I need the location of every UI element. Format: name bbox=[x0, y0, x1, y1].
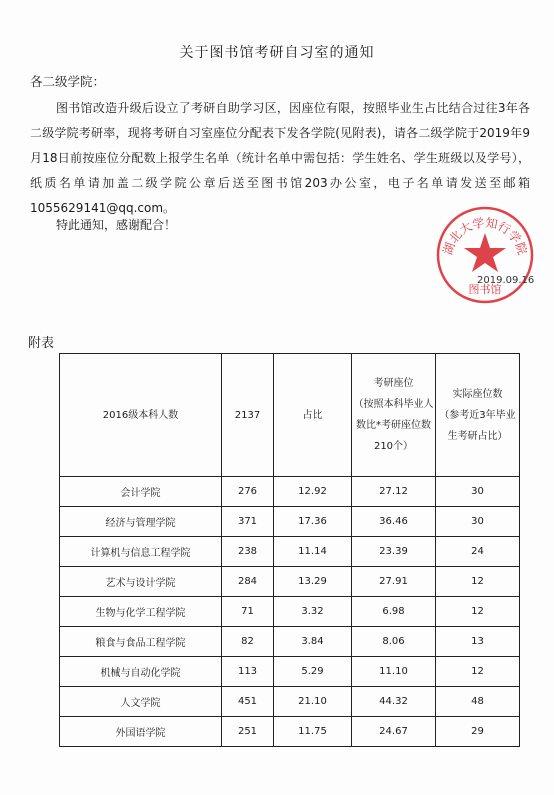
header-exam-seats: 考研座位 （按照本科毕业人数比*考研座位数210个） bbox=[352, 354, 436, 477]
table-row bbox=[60, 687, 520, 717]
exam-seats-cell: 36.46 bbox=[352, 507, 436, 537]
ratio-cell: 21.10 bbox=[274, 687, 352, 717]
exam-seats-cell: 27.12 bbox=[352, 477, 436, 507]
svg-text:图书馆: 图书馆 bbox=[468, 283, 502, 296]
header-total-count: 2137 bbox=[222, 354, 274, 477]
exam-seats-cell: 11.10 bbox=[352, 657, 436, 687]
student-count-cell: 82 bbox=[222, 627, 274, 657]
table-row bbox=[60, 627, 520, 657]
appendix-label: 附表 bbox=[28, 336, 55, 351]
header-actual-seats: 实际座位数 （参考近3年毕业生考研占比） bbox=[436, 354, 520, 477]
table-row bbox=[60, 477, 520, 507]
table-row bbox=[60, 567, 520, 597]
college-cell: 生物与化学工程学院 bbox=[60, 597, 222, 627]
college-cell: 粮食与食品工程学院 bbox=[60, 627, 222, 657]
student-count-cell: 371 bbox=[222, 507, 274, 537]
actual-seats-cell: 13 bbox=[436, 627, 520, 657]
ratio-cell: 3.84 bbox=[274, 627, 352, 657]
actual-seats-cell: 30 bbox=[436, 477, 520, 507]
table-row bbox=[60, 717, 520, 747]
student-count-cell: 451 bbox=[222, 687, 274, 717]
table-row bbox=[60, 597, 520, 627]
seat-allocation-table bbox=[59, 353, 520, 747]
greeting: 各二级学院： bbox=[30, 74, 106, 89]
college-cell: 人文学院 bbox=[60, 687, 222, 717]
ratio-cell: 12.92 bbox=[274, 477, 352, 507]
student-count-cell: 276 bbox=[222, 477, 274, 507]
exam-seats-cell: 23.39 bbox=[352, 537, 436, 567]
header-undergrad-count-label: 2016级本科人数 bbox=[60, 354, 222, 477]
table-header-row bbox=[60, 354, 520, 477]
actual-seats-cell: 12 bbox=[436, 597, 520, 627]
official-seal bbox=[435, 205, 535, 305]
exam-seats-cell: 27.91 bbox=[352, 567, 436, 597]
exam-seats-cell: 8.06 bbox=[352, 627, 436, 657]
actual-seats-cell: 12 bbox=[436, 567, 520, 597]
notice-body: 图书馆改造升级后设立了考研自助学习区，因座位有限，按照毕业生占比结合过往3年各二级学院考研率，现将考研自习室座位分配表下发各学院(见附表)，请各二级学院于2019年9月18日前按座位分配数上报学生名单（统计名单中需包括：学生姓名、学生班级以及学号），纸质名单请加盖二级学院公章后送至图书馆203办公室，电子名单请发送至邮箱1055629141@qq.com。 bbox=[30, 101, 530, 215]
college-cell: 外国语学院 bbox=[60, 717, 222, 747]
student-count-cell: 284 bbox=[222, 567, 274, 597]
actual-seats-cell: 12 bbox=[436, 657, 520, 687]
exam-seats-cell: 6.98 bbox=[352, 597, 436, 627]
table-row bbox=[60, 657, 520, 687]
college-cell: 经济与管理学院 bbox=[60, 507, 222, 537]
ratio-cell: 13.29 bbox=[274, 567, 352, 597]
document-title: 关于图书馆考研自习室的通知 bbox=[179, 45, 375, 61]
college-cell: 计算机与信息工程学院 bbox=[60, 537, 222, 567]
student-count-cell: 71 bbox=[222, 597, 274, 627]
college-cell: 机械与自动化学院 bbox=[60, 657, 222, 687]
exam-seats-cell: 44.32 bbox=[352, 687, 436, 717]
actual-seats-cell: 29 bbox=[436, 717, 520, 747]
actual-seats-cell: 30 bbox=[436, 507, 520, 537]
ratio-cell: 11.14 bbox=[274, 537, 352, 567]
table-row bbox=[60, 537, 520, 567]
actual-seats-cell: 48 bbox=[436, 687, 520, 717]
exam-seats-cell: 24.67 bbox=[352, 717, 436, 747]
ratio-cell: 11.75 bbox=[274, 717, 352, 747]
student-count-cell: 113 bbox=[222, 657, 274, 687]
college-cell: 艺术与设计学院 bbox=[60, 567, 222, 597]
ratio-cell: 5.29 bbox=[274, 657, 352, 687]
college-cell: 会计学院 bbox=[60, 477, 222, 507]
table-row bbox=[60, 507, 520, 537]
student-count-cell: 251 bbox=[222, 717, 274, 747]
svg-text:湖北大学知行学院: 湖北大学知行学院 bbox=[440, 215, 530, 257]
closing-line: 特此通知，感谢配合！ bbox=[56, 218, 177, 232]
actual-seats-cell: 24 bbox=[436, 537, 520, 567]
ratio-cell: 17.36 bbox=[274, 507, 352, 537]
student-count-cell: 238 bbox=[222, 537, 274, 567]
stamp-date: 2019.09.16 bbox=[477, 275, 535, 286]
header-ratio: 占比 bbox=[274, 354, 352, 477]
ratio-cell: 3.32 bbox=[274, 597, 352, 627]
